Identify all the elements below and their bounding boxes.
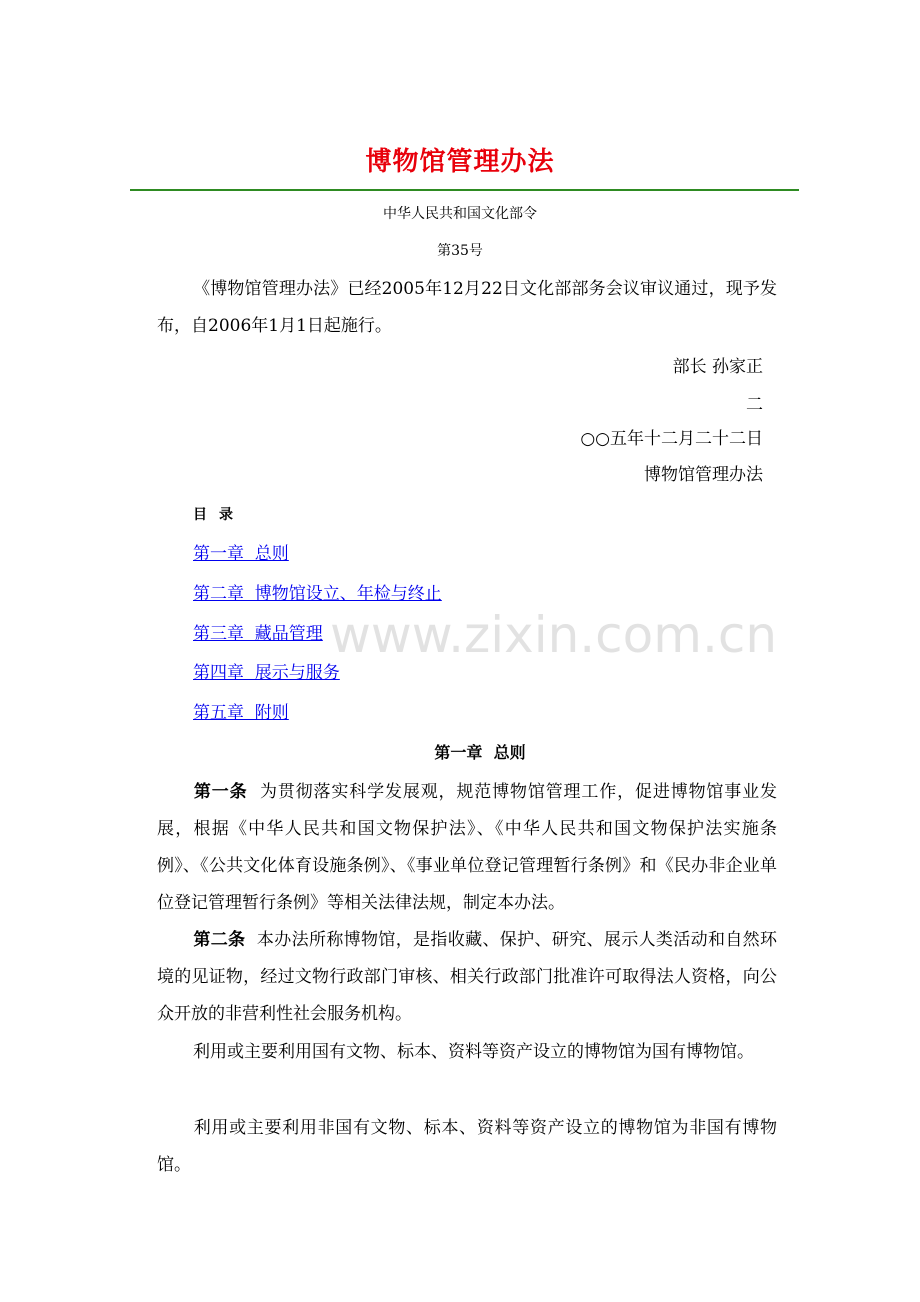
- nonstate-museum-text: 利用或主要利用非国有文物、标本、资料等资产设立的博物馆为非国有博物馆。: [157, 1118, 777, 1175]
- date-line-2: ○○五年十二月二十二日: [580, 429, 763, 449]
- toc-link-chapter-2[interactable]: 第二章 博物馆设立、年检与终止: [193, 584, 442, 604]
- promulgation-text: 《博物馆管理办法》已经2005年12月22日文化部部务会议审议通过，现予发布，自2006年1月1日起施行。: [157, 279, 777, 336]
- toc-link-chapter-5[interactable]: 第五章 附则: [193, 703, 289, 723]
- toc-heading: 目录: [193, 507, 245, 523]
- article-2-text: 本办法所称博物馆，是指收藏、保护、研究、展示人类活动和自然环境的见证物，经过文物行政部门审核、相关行政部门批准许可取得法人资格，向公众开放的非营利性社会服务机构。: [157, 930, 778, 1024]
- toc-link-chapter-3[interactable]: 第三章 藏品管理: [193, 624, 323, 644]
- document-title: 博物馆管理办法: [365, 147, 555, 177]
- article-1-text: 为贯彻落实科学发展观，规范博物馆管理工作，促进博物馆事业发展，根据《中华人民共和国文物保护法》、《中华人民共和国文物保护法实施条例》、《公共文化体育设施条例》、《事业单位登记管理暂行条例》和《民办非企业单位登记管理暂行条例》等相关法律法规，制定本办法。: [157, 782, 778, 913]
- title-divider: [130, 189, 799, 191]
- toc-link-chapter-4[interactable]: 第四章 展示与服务: [193, 663, 340, 683]
- chapter-1-heading: 第一章 总则: [434, 743, 526, 762]
- promulgation-paragraph: [157, 271, 777, 345]
- article-1-label: 第一条: [193, 782, 248, 802]
- article-2-label: 第二条: [193, 930, 246, 950]
- order-number: 第35号: [437, 243, 483, 259]
- article-2: [157, 922, 777, 1033]
- signature-line: 部长 孙家正: [672, 357, 763, 377]
- issuer-line: 中华人民共和国文化部令: [383, 206, 537, 222]
- article-1: [157, 774, 777, 922]
- toc-link-chapter-1[interactable]: 第一章 总则: [193, 544, 289, 564]
- watermark-text: www.zixin.com.cn: [330, 606, 778, 664]
- date-line-1: 二: [746, 395, 763, 415]
- paragraph-state-museum: [157, 1034, 777, 1071]
- document-name-line: 博物馆管理办法: [644, 465, 763, 485]
- state-museum-text: 利用或主要利用国有文物、标本、资料等资产设立的博物馆为国有博物馆。: [193, 1042, 754, 1062]
- paragraph-nonstate-museum: [157, 1110, 777, 1184]
